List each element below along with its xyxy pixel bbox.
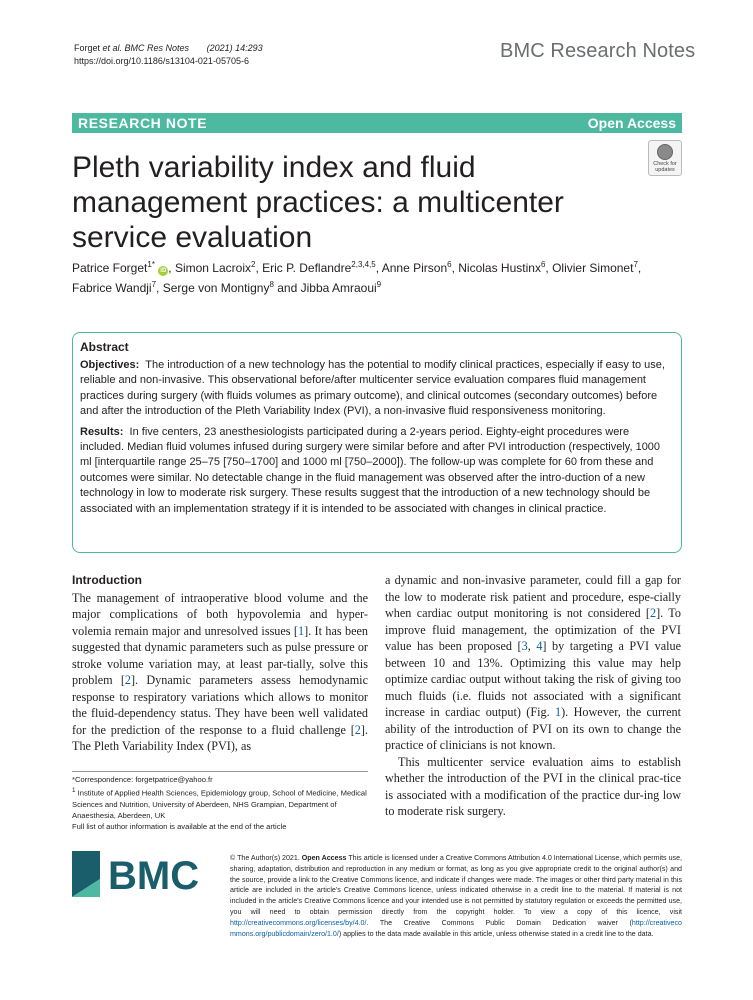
text-run: , bbox=[527, 639, 537, 653]
license-text: This article is licensed under a Creative Commons Attribution 4.0 International License, which permits use, sharing, adaptation, distribution and reproduction in any medium or format, as long as you give appropriate credit to the original author(s) and the source, provide a link to the Creative Commons licence, and indicate if changes were made. The images or other third party material in this article are included in the article's Creative Commons licence, unless indicated otherwise in a credit line to the material. If material is not included in the article's Creative Commons licence and your intended use is not permitted by statutory regulation or exceeds the permitted use, you will need to obtain permission directly from the copyright holder. To view a copy of this licence, visit bbox=[230, 854, 682, 916]
author-affiliation: 2 bbox=[250, 260, 256, 269]
check-for-updates-badge[interactable] bbox=[648, 140, 682, 176]
author-affiliation: 7 bbox=[151, 280, 157, 289]
bmc-logo bbox=[72, 849, 212, 899]
open-access-bold: Open Access bbox=[301, 854, 347, 862]
abstract-heading: Abstract bbox=[80, 340, 129, 354]
author-affiliation: 8 bbox=[269, 280, 274, 289]
affiliation-number: 1 bbox=[72, 787, 76, 794]
abstract-box bbox=[72, 332, 682, 553]
intro-paragraph-1-cont bbox=[385, 572, 681, 754]
abstract-results bbox=[80, 425, 674, 517]
body-right-column bbox=[385, 572, 681, 820]
license-text: . The Creative Commons Public Domain Dedication waiver ( bbox=[366, 918, 632, 927]
text-run: ] by targeting a PVI value between 10 and 13%. Optimizing this value may help optimize cardiac output without taking the risk of giving too much fluids (i.e. fluids not associated with a significant increase in cardiac output) (Fig. bbox=[385, 639, 681, 719]
author-name[interactable]: Olivier Simonet bbox=[552, 261, 634, 275]
intro-paragraph-1 bbox=[72, 590, 368, 755]
bmc-logo-mark bbox=[72, 849, 212, 899]
abstract-objectives bbox=[80, 358, 674, 420]
citation-year: (2021) 14:293 bbox=[206, 43, 263, 53]
journal-name: BMC Research Notes bbox=[500, 40, 696, 62]
check-updates-icon bbox=[657, 144, 673, 160]
author-affiliation: 7 bbox=[633, 260, 638, 269]
author-affiliation: 1* bbox=[147, 260, 155, 269]
article-type-label: RESEARCH NOTE bbox=[78, 115, 208, 131]
author-name[interactable]: Nicolas Hustinx bbox=[458, 261, 541, 275]
citation-ref[interactable]: 2 bbox=[354, 722, 361, 737]
intro-paragraph-2: This multicenter service evaluation aims to establish whether the introduction of the PVI in the clinical prac-tice is associated with a modification of the practice dur-ing low to moderate risk surgery. bbox=[385, 754, 681, 818]
author-name[interactable]: Anne Pirson bbox=[381, 261, 448, 275]
check-updates-line2: updates bbox=[655, 167, 675, 173]
citation-header bbox=[74, 42, 263, 68]
figure-ref[interactable]: 1 bbox=[555, 705, 562, 719]
footnote bbox=[72, 774, 368, 832]
open-access-label: Open Access bbox=[587, 115, 676, 131]
citation-ref[interactable]: 2 bbox=[649, 606, 657, 620]
correspondence: *Correspondence: forgetpatrice@yahoo.fr bbox=[72, 775, 213, 784]
copyright-text: © The Author(s) 2021. bbox=[230, 854, 302, 862]
affiliation bbox=[72, 785, 368, 821]
doi-link[interactable]: https://doi.org/10.1186/s13104-021-05705-6 bbox=[74, 56, 249, 66]
citation-ref[interactable]: 4 bbox=[536, 639, 543, 653]
author-name[interactable]: Eric P. Deflandre bbox=[262, 261, 352, 275]
article-type-banner bbox=[72, 113, 682, 133]
citation-ref[interactable]: 1 bbox=[297, 623, 305, 638]
article-title: Pleth variability index and fluid management practices: a multicenter service evaluation bbox=[72, 151, 564, 254]
text-run: ]. It has been suggested that dynamic parameters such as pulse pressure or stroke volume variation may, at least par-tially, solve this problem [ bbox=[72, 623, 368, 687]
text-run: The management of intraoperative blood volume and the major complications of both hypovolemia and hyper-volemia remain major and unresolved issues [ bbox=[72, 590, 368, 638]
introduction-heading: Introduction bbox=[72, 573, 142, 587]
license-statement bbox=[230, 853, 682, 939]
text-run: ). However, the current ability of the introduction of PVI on its own to change the practice of clinicians is not known. bbox=[385, 705, 681, 752]
license-text: ) applies to the data made available in this article, unless otherwise stated in a credit line to the data. bbox=[338, 929, 654, 938]
objectives-text: The introduction of a new technology has the potential to modify clinical practices, especially if easy to use, reliable and non-invasive. This observational before/after multicenter service evaluation compares fluid management practices during surgery (with fluids volumes as primary outcome), and clinical outcomes (secondary outcomes) before and after the introduction of the Pleth Variability Index (PVI), a non-invasive fluid responsiveness monitoring. bbox=[80, 359, 665, 418]
citation-ref[interactable]: 3 bbox=[521, 639, 528, 653]
orcid-icon[interactable]: iD bbox=[160, 268, 167, 274]
citation-journal: et al. BMC Res Notes bbox=[102, 43, 190, 53]
author-name[interactable]: Fabrice Wandji bbox=[72, 281, 152, 295]
check-updates-line1: Check for bbox=[653, 161, 677, 167]
author-affiliation: 6 bbox=[540, 260, 546, 269]
author-affiliation: 9 bbox=[376, 280, 382, 289]
author-name[interactable]: Jibba Amraoui bbox=[300, 281, 377, 295]
author-affiliation: 6 bbox=[447, 260, 452, 269]
footnote-divider bbox=[72, 771, 368, 772]
body-left-column bbox=[72, 572, 368, 755]
public-domain-link[interactable]: http://creativeco mmons.org/publicdomain/zero/1.0/ bbox=[230, 918, 682, 938]
results-label: Results: bbox=[80, 425, 124, 438]
objectives-label: Objectives: bbox=[80, 359, 140, 371]
citation-authors: Forget bbox=[74, 43, 101, 53]
results-text: In five centers, 23 anesthesiologists participated during a 2-years period. Eighty-eight procedures were included. Median fluid volumes infused during surgery were similar before and after PVI introduction (respectively, 1000 ml [interquartile range 25–75 [750–1700] and 1000 ml [750–2000]). The follow-up was complete for 60 from these and outcomes were similar. No detectable change in the fluid management was observed after the intro-duction of a new technology in low to moderate risk surgery. These results suggest that the introduction of a new technology should be associated with an implementation strategy if it is intended to be associated with changes in clinical practice. bbox=[80, 425, 661, 515]
author-name[interactable]: Patrice Forget bbox=[72, 261, 148, 275]
author-name[interactable]: Simon Lacroix bbox=[174, 261, 251, 275]
author-info-note: Full list of author information is available at the end of the article bbox=[72, 821, 287, 831]
citation-ref[interactable]: 2 bbox=[124, 673, 131, 687]
author-affiliation: 2,3,4,5 bbox=[351, 260, 376, 269]
text-run: ]. To improve fluid management, the optimization of the PVI value has been proposed [ bbox=[385, 606, 681, 653]
text-run: ]. The Pleth Variability Index (PVI), as bbox=[72, 722, 368, 753]
logo-wordmark: BMC bbox=[108, 854, 200, 898]
author-list: Patrice Forget$^{1*}$ iD , Simon Lacroix$^2$, Eric P. Deflandre$^{2,3,4,5}$, Anne Pirson$^6$, Nicolas Hustinx$^6$, Olivier Simonet$^7$, Fabrice Wandji$^7$, Serge von Montigny$^8$ and Jibba Amraoui$^9$ bbox=[72, 260, 642, 295]
author-name[interactable]: Serge von Montigny bbox=[162, 281, 270, 295]
affiliation-text: Institute of Applied Health Sciences, Epidemiology group, School of Medicine, Medical Sciences and Nutrition, University of Aberdeen, NHS Grampian, Department of Anaesthesia, Aberdeen, UK bbox=[72, 788, 367, 820]
license-link[interactable]: http://creativecommons.org/licenses/by/4.0/ bbox=[230, 918, 367, 927]
text-run: ]. Dynamic parameters assess hemodynamic response to respiratory variations which allows to monitor the fluid-dependency status. They have been well validated for the prediction of the response to a fluid challenge [ bbox=[72, 673, 368, 737]
text-run: a dynamic and non-invasive parameter, could fill a gap for the low to moderate risk patient and procedure, espe-cially when cardiac output monitoring is not considered [ bbox=[385, 573, 681, 620]
